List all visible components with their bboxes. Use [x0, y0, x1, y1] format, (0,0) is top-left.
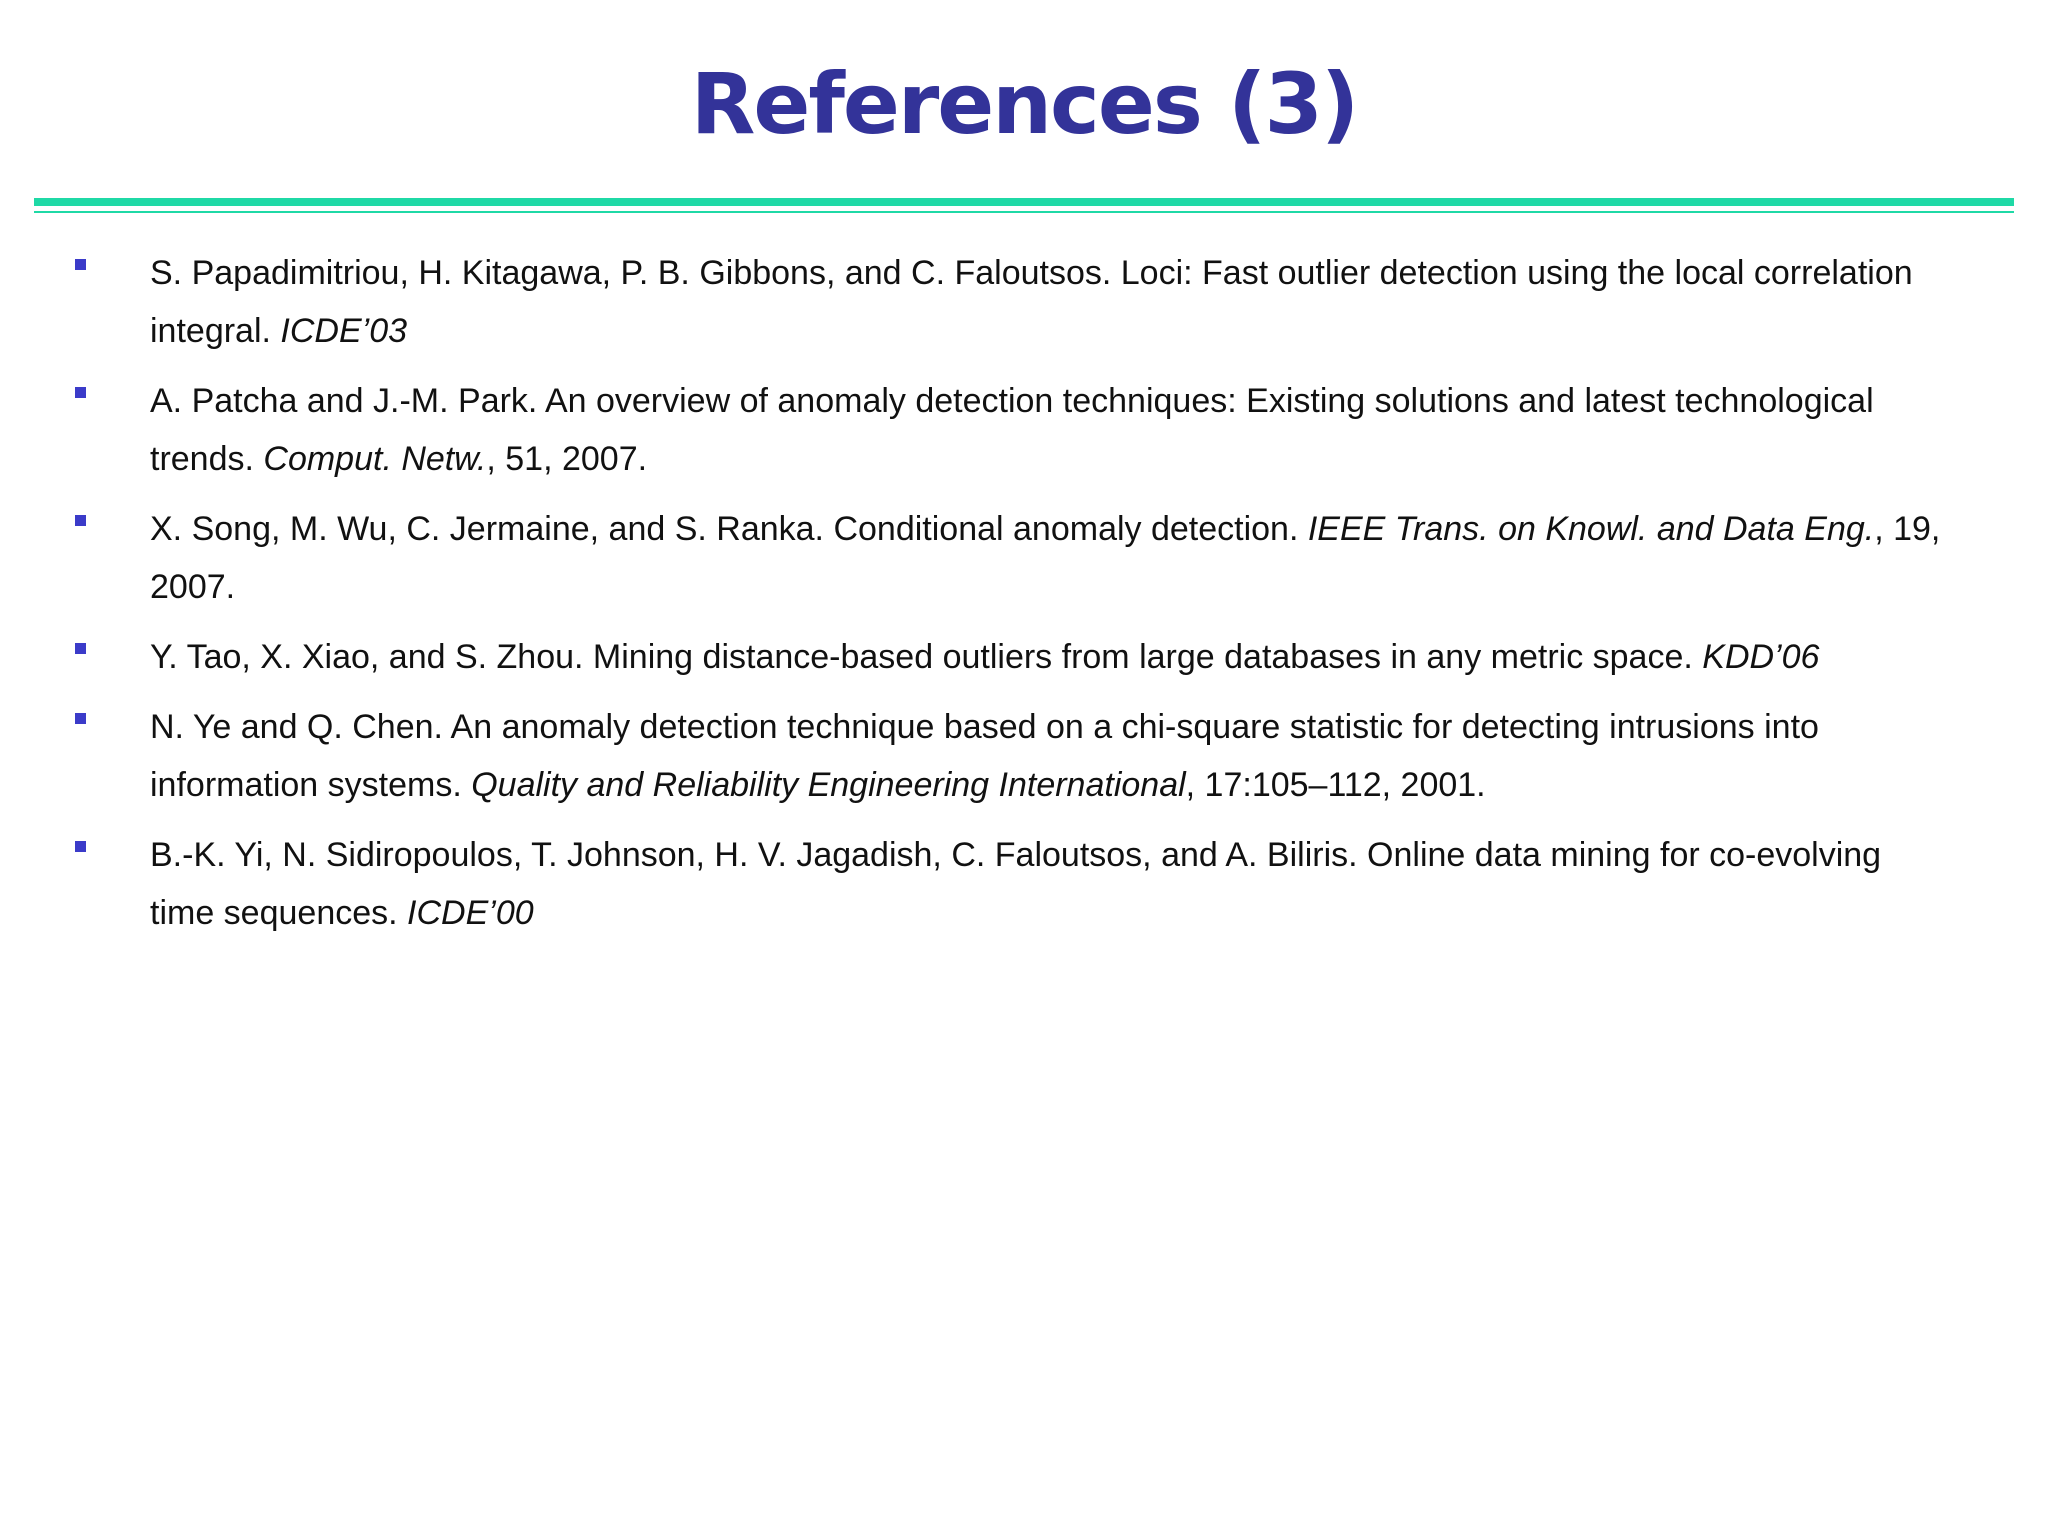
- square-bullet-icon: [75, 841, 86, 852]
- reference-venue: KDD’06: [1702, 638, 1820, 676]
- title-divider-thick: [34, 198, 2014, 206]
- title-divider-thin: [34, 211, 2014, 213]
- reference-authors-title: S. Papadimitriou, H. Kitagawa, P. B. Gibbons, and C. Faloutsos. Loci: Fast outlier detection using the local correlation integral.: [150, 254, 1913, 350]
- reference-authors-title: A. Patcha and J.-M. Park. An overview of anomaly detection techniques: Existing solutions and latest technological trends.: [150, 382, 1874, 478]
- reference-venue: Quality and Reliability Engineering International: [471, 766, 1186, 804]
- reference-authors-title: X. Song, M. Wu, C. Jermaine, and S. Ranka. Conditional anomaly detection.: [150, 510, 1308, 548]
- reference-item: [0, 698, 2048, 814]
- reference-text: [150, 698, 1950, 814]
- reference-authors-title: B.-K. Yi, N. Sidiropoulos, T. Johnson, H. V. Jagadish, C. Faloutsos, and A. Biliris. Online data mining for co-evolving time sequences.: [150, 836, 1882, 932]
- reference-item: [0, 826, 2048, 942]
- reference-venue: Comput. Netw.: [263, 440, 487, 478]
- reference-text: [150, 244, 1950, 360]
- slide-title: References (3): [690, 55, 1358, 153]
- square-bullet-icon: [75, 387, 86, 398]
- reference-details: , 19, 2007.: [150, 510, 1941, 606]
- square-bullet-icon: [75, 259, 86, 270]
- square-bullet-icon: [75, 643, 86, 654]
- reference-authors-title: Y. Tao, X. Xiao, and S. Zhou. Mining distance-based outliers from large databases in any metric space.: [150, 638, 1703, 676]
- reference-authors-title: N. Ye and Q. Chen. An anomaly detection technique based on a chi-square statistic for detecting intrusions into information systems.: [150, 708, 1819, 804]
- square-bullet-icon: [75, 713, 86, 724]
- reference-item: [0, 244, 2048, 360]
- reference-details: , 51, 2007.: [486, 440, 648, 478]
- reference-text: [150, 500, 1950, 616]
- reference-item: [0, 500, 2048, 616]
- reference-venue: ICDE’00: [407, 894, 534, 932]
- reference-venue: IEEE Trans. on Knowl. and Data Eng.: [1307, 510, 1875, 548]
- reference-list: [0, 244, 2048, 954]
- square-bullet-icon: [75, 515, 86, 526]
- reference-text: [150, 628, 1950, 686]
- reference-item: [0, 372, 2048, 488]
- reference-details: , 17:105–112, 2001.: [1185, 766, 1486, 804]
- reference-item: [0, 628, 2048, 686]
- reference-venue: ICDE’03: [280, 312, 408, 350]
- reference-text: [150, 826, 1950, 942]
- reference-text: [150, 372, 1950, 488]
